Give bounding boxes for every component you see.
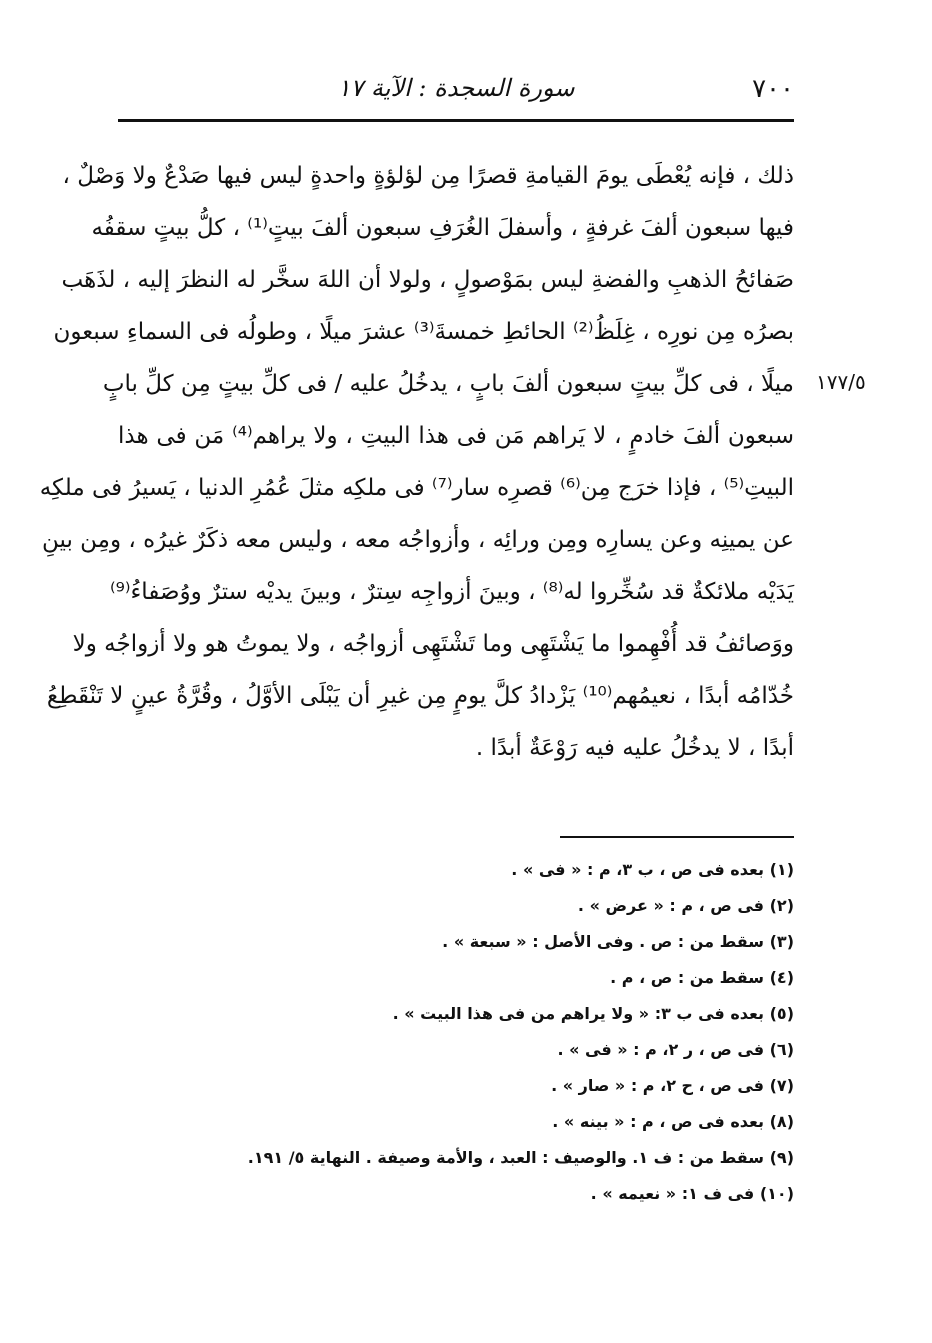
body-line: يَدَيْه ملائكةٌ قد سُخِّروا له⁽⁸⁾ ، وبينَ أزواجِه سِترٌ ، وبينَ يديْه سترٌ ووُصَفاءُ⁽⁹⁾ [109,579,794,605]
body-line: أبدًا ، لا يدخُلُ عليه فيه رَوْعَةٌ أبدًا . [475,735,794,761]
body-line: البيتِ⁽⁵⁾ ، فإذا خرَج مِن⁽⁶⁾ قصرِه سار⁽⁷⁾ فى ملكِه مثلَ عُمُرِ الدنيا ، يَسيرُ فى ملكِه [39,475,794,501]
body-line: بصرُه مِن نورِه ، غِلَظُ⁽²⁾ الحائطِ خمسةَ⁽³⁾ عشرَ ميلًا ، وطولُه فى السماءِ سبعون [53,319,794,345]
footnote: (٥) بعده فى ب ٣: « ولا يراهم من فى هذا البيت » . [392,1004,794,1023]
footnote: (١) بعده فى ص ، ب ٣، م : « فى » . [511,860,794,879]
margin-volume-page-note: ١٧٧/٥ [816,370,866,394]
footnote: (٧) فى ص ، ح ٢، م : « صار » . [551,1076,794,1095]
body-line: عن يمينِه وعن يسارِه ومِن ورائِه ، وأزواجُه معه ، وليس معه ذكَرٌ غيرُه ، ومِن بينِ [42,527,794,553]
page-number: ٧٠٠ [752,74,794,104]
footnote: (٣) سقط من : ص . وفى الأصل : « سبعة » . [442,932,794,951]
body-line: ميلًا ، فى كلِّ بيتٍ سبعون ألفَ بابٍ ، يدخُلُ عليه / فى كلِّ بيتٍ مِن كلِّ بابٍ [102,371,794,397]
footnote: (٢) فى ص ، م : « عرض » . [577,896,794,915]
header-rule [118,119,794,122]
footnote: (٤) سقط من : ص ، م . [610,968,794,987]
footnote: (٨) بعده فى ص ، م : « بينه » . [552,1112,794,1131]
body-line: خُدّامُه أبدًا ، نعيمُهم⁽¹⁰⁾ يَزْدادُ كلَّ يومٍ مِن غيرِ أن يَبْلَى الأوَّلُ ، وقُرَّةُ عينٍ لا تَنْقَطِعُ [46,683,794,709]
footnote-rule [560,836,794,838]
running-head: سورة السجدة : الآية ١٧ [337,74,575,102]
body-line: فيها سبعون ألفَ غرفةٍ ، وأسفلَ الغُرَفِ سبعون ألفَ بيتٍ⁽¹⁾ ، كلُّ بيتٍ سقفُه [91,215,794,241]
footnotes [118,852,794,1212]
body-line: ووَصائفُ قد أُفْهِموا ما يَشْتَهِى وما تَشْتَهِى أزواجُه ، ولا يموتُ هو ولا أزواجُه ولا [72,631,794,657]
body-line: سبعون ألفَ خادمٍ ، لا يَراهم مَن فى هذا البيتِ ، ولا يراهم⁽⁴⁾ مَن فى هذا [118,423,794,449]
body-line: صَفائحُ الذهبِ والفضةِ ليس بمَوْصولٍ ، ولولا أن اللهَ سخَّر له النظرَ إليه ، لذَهَب [61,267,794,293]
body-line: ذلك ، فإنه يُعْطَى يومَ القيامةِ قصرًا مِن لؤلؤةٍ واحدةٍ ليس فيها صَدْعٌ ولا وَصْلٌ ، [62,163,794,189]
body-text [39,150,794,774]
footnote: (٩) سقط من : ف ١. والوصيف : العبد ، والأمة وصيفة . النهاية ٥/ ١٩١. [247,1148,794,1167]
footnote: (١٠) فى ف ١: « نعيمه » . [590,1184,794,1203]
page-header [118,70,794,112]
footnote: (٦) فى ص ، ر ٢، م : « فى » . [557,1040,794,1059]
